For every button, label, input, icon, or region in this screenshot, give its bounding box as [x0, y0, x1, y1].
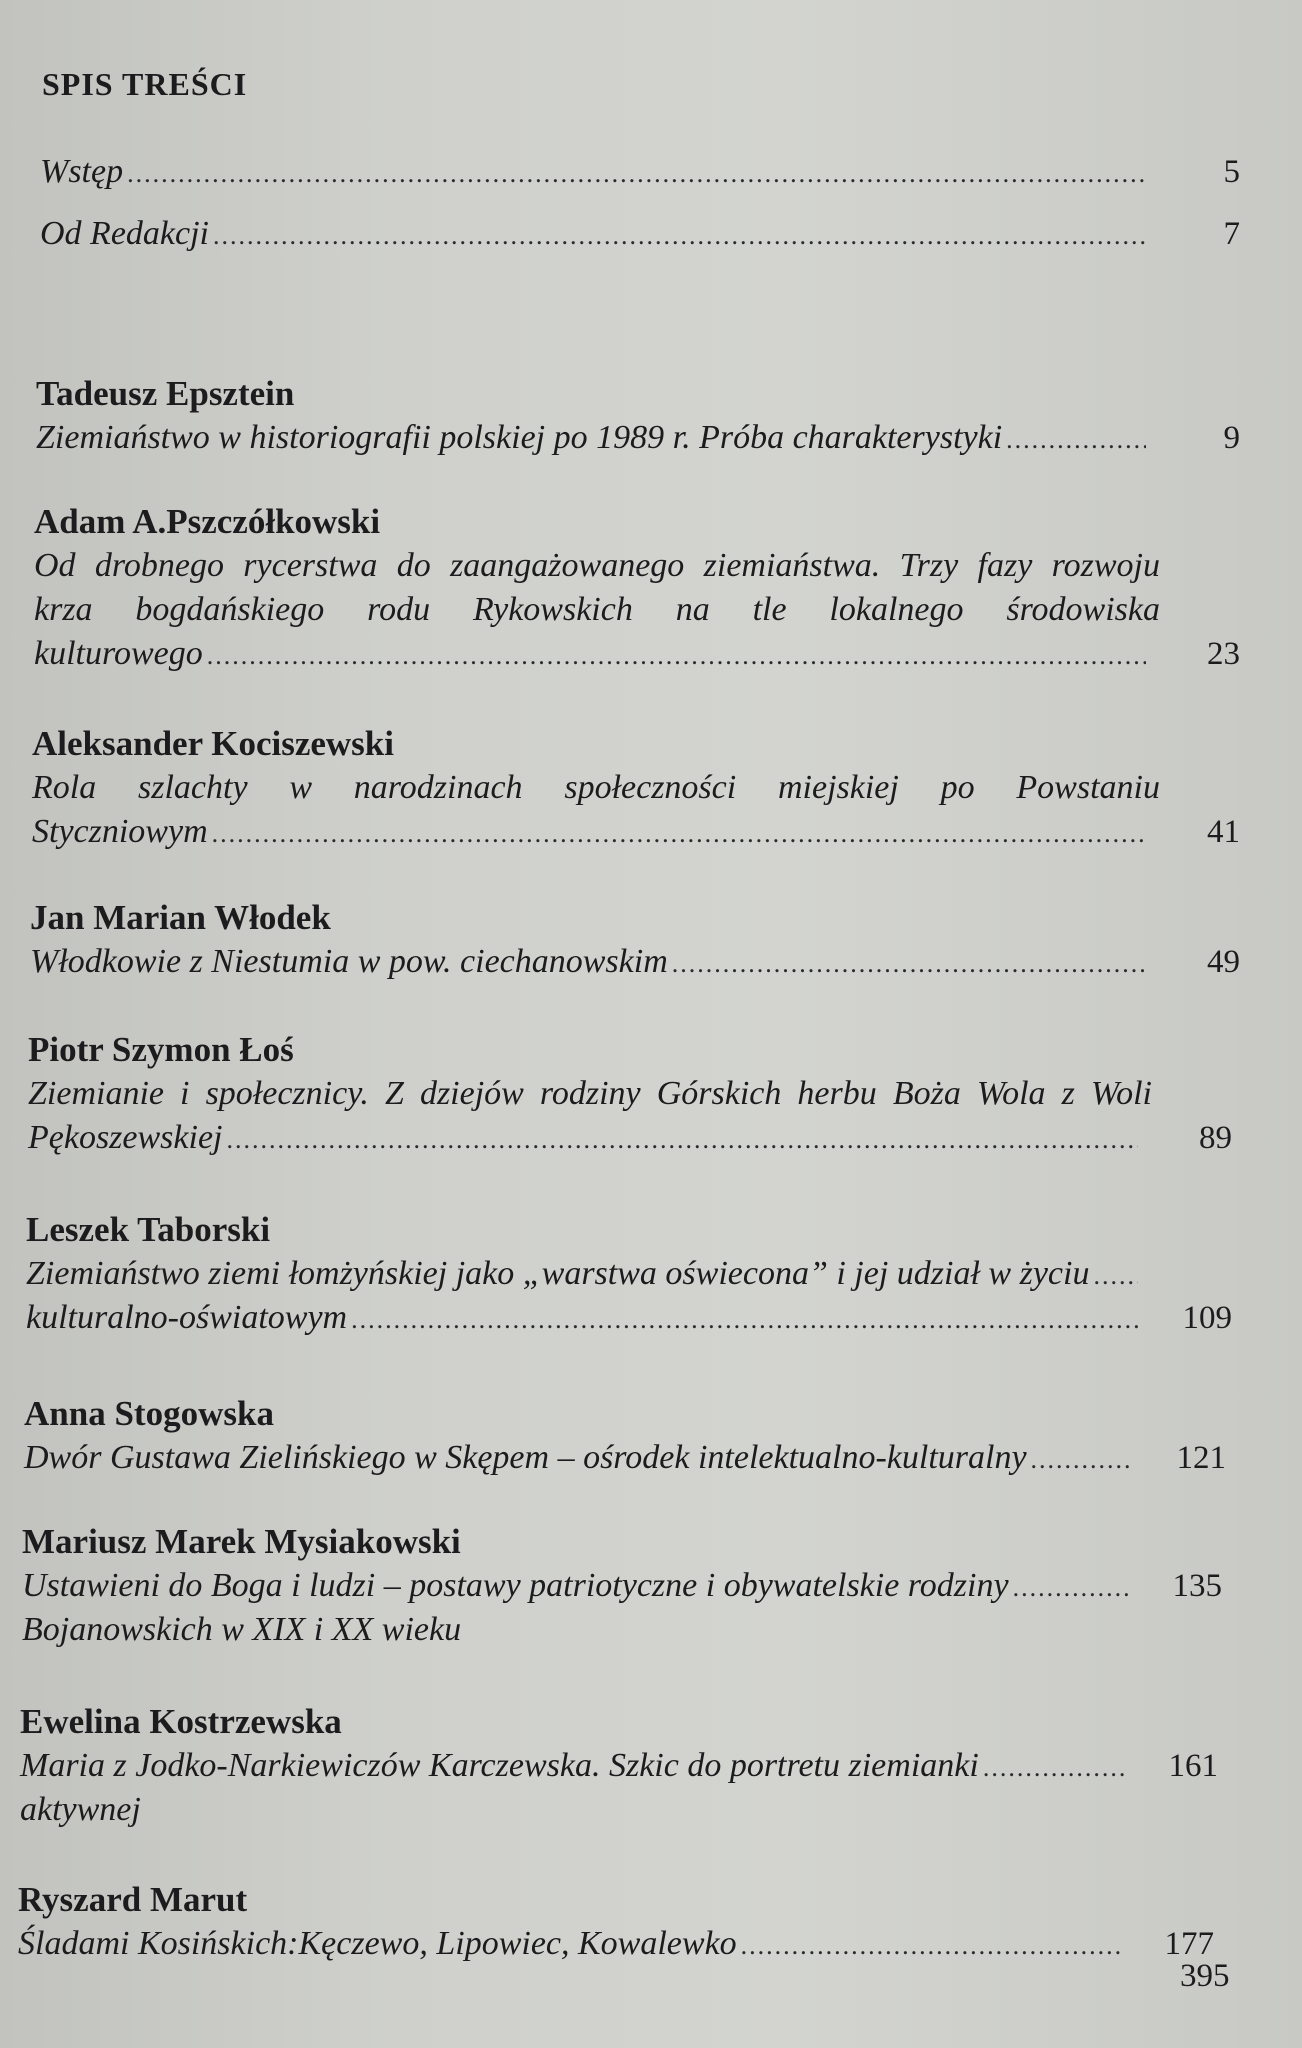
page-folio-number: 395: [1180, 1958, 1230, 1994]
toc-leader-dots: [212, 812, 1146, 856]
toc-entry-title-line: [26, 1252, 1232, 1296]
toc-entry-title-line: [28, 1116, 1232, 1160]
toc-entry-title-text: Od drobnego rycerstwa do zaangażowanego ziemiaństwa. Trzy fazy rozwoju: [34, 547, 1160, 584]
toc-leader-dots: [1006, 418, 1146, 462]
toc-entry-title-text: Bojanowskich w XIX i XX wieku: [22, 1611, 462, 1648]
toc-entry-title-line: [34, 544, 1240, 588]
toc-entry-page-number: 161: [1168, 1748, 1218, 1784]
toc-leader-dots: [213, 214, 1146, 258]
toc-entry: [40, 212, 1240, 256]
toc-entry: [30, 896, 1240, 984]
toc-leader-dots: [741, 1924, 1120, 1968]
toc-entry-title-text: Styczniowym: [32, 813, 208, 850]
toc-entry-author: Ryszard Marut: [18, 1880, 248, 1919]
toc-entry-title: [36, 416, 1240, 460]
toc-entry-title-text: Ziemiaństwo ziemi łomżyńskiej jako „warstwa oświecona” i jej udział w życiu: [26, 1255, 1090, 1292]
toc-entry-title-text: kulturowego: [34, 635, 203, 672]
toc-entry-title: [28, 1072, 1232, 1160]
toc-entry: [20, 1700, 1218, 1832]
toc-leader-dots: [227, 1118, 1139, 1162]
toc-entry-page-number: 89: [1199, 1120, 1232, 1156]
toc-entry: [26, 1208, 1232, 1340]
toc-entry-page-number: 41: [1207, 814, 1240, 850]
toc-leader-dots: [672, 942, 1146, 986]
toc-entry-title-text: Od Redakcji: [40, 215, 209, 252]
toc-entry-title-line: [40, 212, 1240, 256]
toc-entry-title-line: [32, 766, 1240, 810]
toc-entry-author: Ewelina Kostrzewska: [20, 1702, 342, 1741]
toc-heading: SPIS TREŚCI: [42, 66, 248, 102]
toc-leader-dots: [1031, 1438, 1132, 1482]
toc-entry-author: Tadeusz Epsztein: [36, 374, 295, 413]
toc-entry-title-line: [24, 1436, 1226, 1480]
toc-entry-title-line: [34, 632, 1240, 676]
toc-entry-title-text: Ziemianie i społecznicy. Z dziejów rodziny Górskich herbu Boża Wola z Woli: [28, 1075, 1152, 1112]
toc-leader-dots: [351, 1298, 1138, 1342]
toc-entry-page-number: 49: [1207, 944, 1240, 980]
toc-entry-title-line: [34, 588, 1240, 632]
toc-leader-dots: [1013, 1566, 1128, 1610]
toc-entry: [18, 1878, 1214, 1966]
toc-entry-title-line: [20, 1744, 1218, 1788]
toc-entry-author: Leszek Taborski: [26, 1210, 271, 1249]
toc-entry-page-number: 177: [1164, 1926, 1214, 1962]
toc-entry: [22, 1520, 1222, 1652]
toc-entry-page-number: 5: [1223, 154, 1240, 190]
toc-entry-page-number: 9: [1223, 420, 1240, 456]
toc-entry-title-text: Ziemiaństwo w historiografii polskiej po 1989 r. Próba charakterystyki: [36, 419, 1003, 456]
toc-entry-title-text: Włodkowie z Niestumia w pow. ciechanowskim: [30, 943, 668, 980]
toc-entry-title-line: [22, 1608, 1222, 1652]
toc-entry-title: [18, 1922, 1214, 1966]
toc-entry-title: [30, 940, 1240, 984]
toc-entry-page-number: 23: [1207, 636, 1240, 672]
toc-entry-title-line: [36, 416, 1240, 460]
toc-entry-page-number: 109: [1182, 1300, 1232, 1336]
toc-entry-title-text: Ustawieni do Boga i ludzi – postawy patriotyczne i obywatelskie rodziny: [22, 1567, 1009, 1604]
toc-entry-author: Anna Stogowska: [24, 1394, 274, 1433]
toc-entry-page-number: 135: [1172, 1568, 1222, 1604]
toc-entry-title-line: [30, 940, 1240, 984]
toc-entry-author: Adam A.Pszczółkowski: [34, 502, 381, 541]
toc-entry-title-text: Śladami Kosińskich:Kęczewo, Lipowiec, Kowalewko: [18, 1925, 737, 1962]
toc-entry-author: Mariusz Marek Mysiakowski: [22, 1522, 461, 1561]
toc-leader-dots: [127, 152, 1146, 196]
toc-entry-title-text: Pękoszewskiej: [28, 1119, 223, 1156]
toc-entry-title: [40, 212, 1240, 256]
toc-leader-dots: [207, 634, 1146, 678]
toc-entry: [36, 372, 1240, 460]
toc-entry: [24, 1392, 1226, 1480]
toc-entry-author: Aleksander Kociszewski: [32, 724, 394, 763]
toc-entry-title: [26, 1252, 1232, 1340]
toc-entry: [32, 722, 1240, 854]
toc-entry-title: [22, 1564, 1222, 1652]
toc-entry-title-text: Maria z Jodko-Narkiewiczów Karczewska. Szkic do portretu ziemianki: [20, 1747, 979, 1784]
toc-entry-title: [20, 1744, 1218, 1832]
toc-entry: [28, 1028, 1232, 1160]
toc-entry-author: Jan Marian Włodek: [30, 898, 331, 937]
toc-entry-title-text: krza bogdańskiego rodu Rykowskich na tle lokalnego środowiska: [34, 591, 1160, 628]
toc-leader-dots: [1093, 1254, 1138, 1298]
toc-entry-title-line: [26, 1296, 1232, 1340]
toc-entry-title-text: aktywnej: [20, 1791, 141, 1828]
toc-entry-title-line: [20, 1788, 1218, 1832]
toc-entry-title-line: [40, 150, 1240, 194]
toc-entry-title-line: [18, 1922, 1214, 1966]
toc-entry-title: [24, 1436, 1226, 1480]
toc-entry-title-text: Wstęp: [40, 153, 124, 190]
toc-entry-page-number: 121: [1176, 1440, 1226, 1476]
toc-entry-author: Piotr Szymon Łoś: [28, 1030, 294, 1069]
toc-entry: [34, 500, 1240, 676]
toc-entry-page-number: 7: [1223, 216, 1240, 252]
toc-entry-title-line: [32, 810, 1240, 854]
toc-leader-dots: [983, 1746, 1124, 1790]
toc-entry-title-line: [28, 1072, 1232, 1116]
toc-entry-title-text: kulturalno-oświatowym: [26, 1299, 348, 1336]
toc-entry-title-text: Dwór Gustawa Zielińskiego w Skępem – ośrodek intelektualno-kulturalny: [24, 1439, 1027, 1476]
toc-entry-title: [40, 150, 1240, 194]
toc-entry-title-line: [22, 1564, 1222, 1608]
toc-entry-title-text: Rola szlachty w narodzinach społeczności miejskiej po Powstaniu: [32, 769, 1160, 806]
toc-entry: [40, 150, 1240, 194]
toc-entry-title: [34, 544, 1240, 676]
toc-entry-title: [32, 766, 1240, 854]
